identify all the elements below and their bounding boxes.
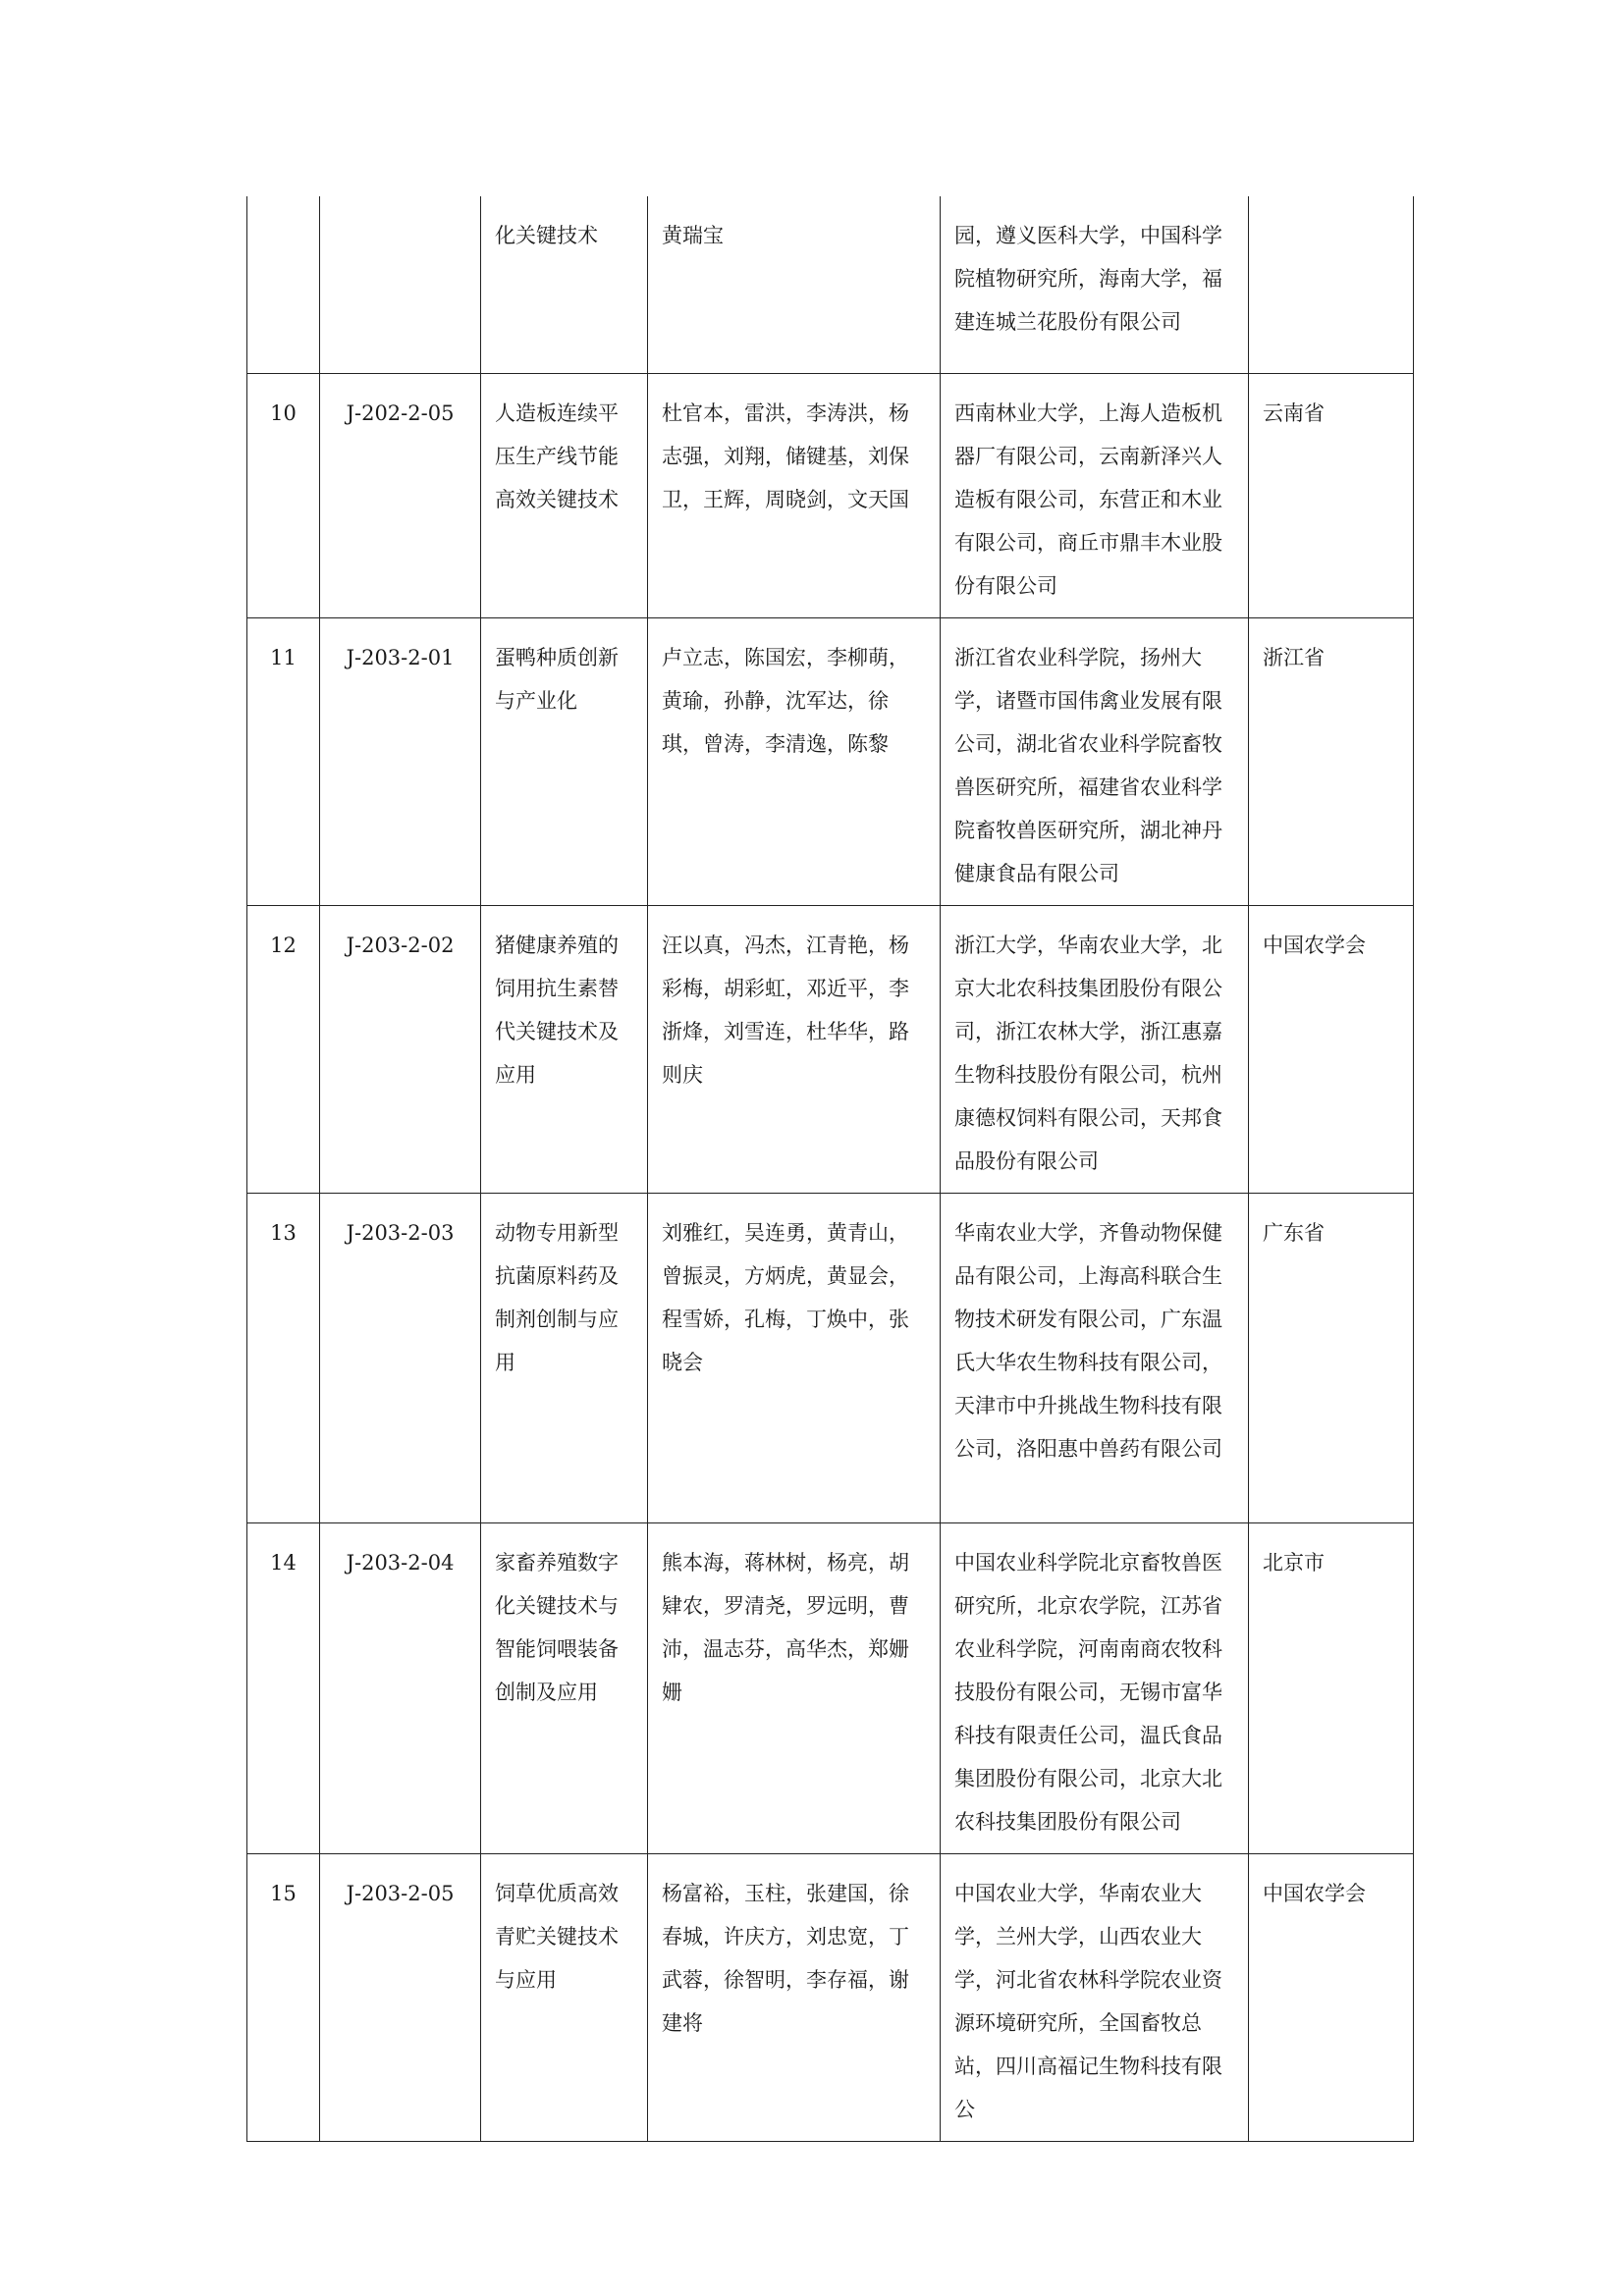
cell-code: J-203-2-05 [320, 1854, 481, 2142]
cell-no: 14 [247, 1523, 320, 1854]
cell-units: 园，遵义医科大学，中国科学院植物研究所，海南大学，福建连城兰花股份有限公司 [941, 196, 1249, 374]
award-table [246, 196, 1414, 2142]
cell-no: 12 [247, 906, 320, 1194]
cell-units: 中国农业大学，华南农业大学，兰州大学，山西农业大学，河北省农林科学院农业资源环境研究所，全国畜牧总站，四川高福记生物科技有限公 [941, 1854, 1249, 2142]
cell-units: 华南农业大学，齐鲁动物保健品有限公司，上海高科联合生物技术研发有限公司，广东温氏大华农生物科技有限公司，天津市中升挑战生物科技有限公司，洛阳惠中兽药有限公司 [941, 1194, 1249, 1523]
cell-people: 黄瑞宝 [648, 196, 941, 374]
cell-units: 西南林业大学，上海人造板机器厂有限公司，云南新泽兴人造板有限公司，东营正和木业有限公司，商丘市鼎丰木业股份有限公司 [941, 374, 1249, 618]
cell-project: 人造板连续平压生产线节能高效关键技术 [481, 374, 648, 618]
cell-no: 11 [247, 618, 320, 906]
cell-code: J-202-2-05 [320, 374, 481, 618]
cell-people: 卢立志，陈国宏，李柳萌，黄瑜，孙静，沈军达，徐琪，曾涛，李清逸，陈黎 [648, 618, 941, 906]
cell-code: J-203-2-03 [320, 1194, 481, 1523]
table-row [247, 1854, 1414, 2142]
cell-code: J-203-2-02 [320, 906, 481, 1194]
table-row [247, 1194, 1414, 1523]
cell-nominator: 中国农学会 [1249, 1854, 1414, 2142]
cell-project: 猪健康养殖的饲用抗生素替代关键技术及应用 [481, 906, 648, 1194]
cell-nominator: 浙江省 [1249, 618, 1414, 906]
cell-project: 动物专用新型抗菌原料药及制剂创制与应用 [481, 1194, 648, 1523]
cell-code: J-203-2-04 [320, 1523, 481, 1854]
cell-nominator [1249, 196, 1414, 374]
cell-no: 15 [247, 1854, 320, 2142]
cell-no: 13 [247, 1194, 320, 1523]
cell-nominator: 云南省 [1249, 374, 1414, 618]
cell-units: 浙江大学，华南农业大学，北京大北农科技集团股份有限公司，浙江农林大学，浙江惠嘉生物科技股份有限公司，杭州康德权饲料有限公司，天邦食品股份有限公司 [941, 906, 1249, 1194]
cell-no: 10 [247, 374, 320, 618]
table-row [247, 374, 1414, 618]
cell-people: 杨富裕，玉柱，张建国，徐春城，许庆方，刘忠宽，丁武蓉，徐智明，李存福，谢建将 [648, 1854, 941, 2142]
cell-nominator: 北京市 [1249, 1523, 1414, 1854]
cell-nominator: 中国农学会 [1249, 906, 1414, 1194]
cell-code: J-203-2-01 [320, 618, 481, 906]
cell-units: 中国农业科学院北京畜牧兽医研究所，北京农学院，江苏省农业科学院，河南南商农牧科技股份有限公司，无锡市富华科技有限责任公司，温氏食品集团股份有限公司，北京大北农科技集团股份有限公司 [941, 1523, 1249, 1854]
table-row [247, 196, 1414, 374]
cell-project: 化关键技术 [481, 196, 648, 374]
table-row [247, 1523, 1414, 1854]
cell-code [320, 196, 481, 374]
table-row [247, 906, 1414, 1194]
cell-people: 刘雅红，吴连勇，黄青山，曾振灵，方炳虎，黄显会，程雪娇，孔梅，丁焕中，张晓会 [648, 1194, 941, 1523]
cell-units: 浙江省农业科学院，扬州大学，诸暨市国伟禽业发展有限公司，湖北省农业科学院畜牧兽医研究所，福建省农业科学院畜牧兽医研究所，湖北神丹健康食品有限公司 [941, 618, 1249, 906]
cell-project: 家畜养殖数字化关键技术与智能饲喂装备创制及应用 [481, 1523, 648, 1854]
cell-project: 饲草优质高效青贮关键技术与应用 [481, 1854, 648, 2142]
cell-people: 熊本海，蒋林树，杨亮，胡肄农，罗清尧，罗远明，曹沛，温志芬，高华杰，郑姗姗 [648, 1523, 941, 1854]
cell-project: 蛋鸭种质创新与产业化 [481, 618, 648, 906]
cell-no [247, 196, 320, 374]
table-row [247, 618, 1414, 906]
cell-people: 汪以真，冯杰，江青艳，杨彩梅，胡彩虹，邓近平，李浙烽，刘雪连，杜华华，路则庆 [648, 906, 941, 1194]
cell-nominator: 广东省 [1249, 1194, 1414, 1523]
cell-people: 杜官本，雷洪，李涛洪，杨志强，刘翔，储键基，刘保卫，王辉，周晓剑，文天国 [648, 374, 941, 618]
